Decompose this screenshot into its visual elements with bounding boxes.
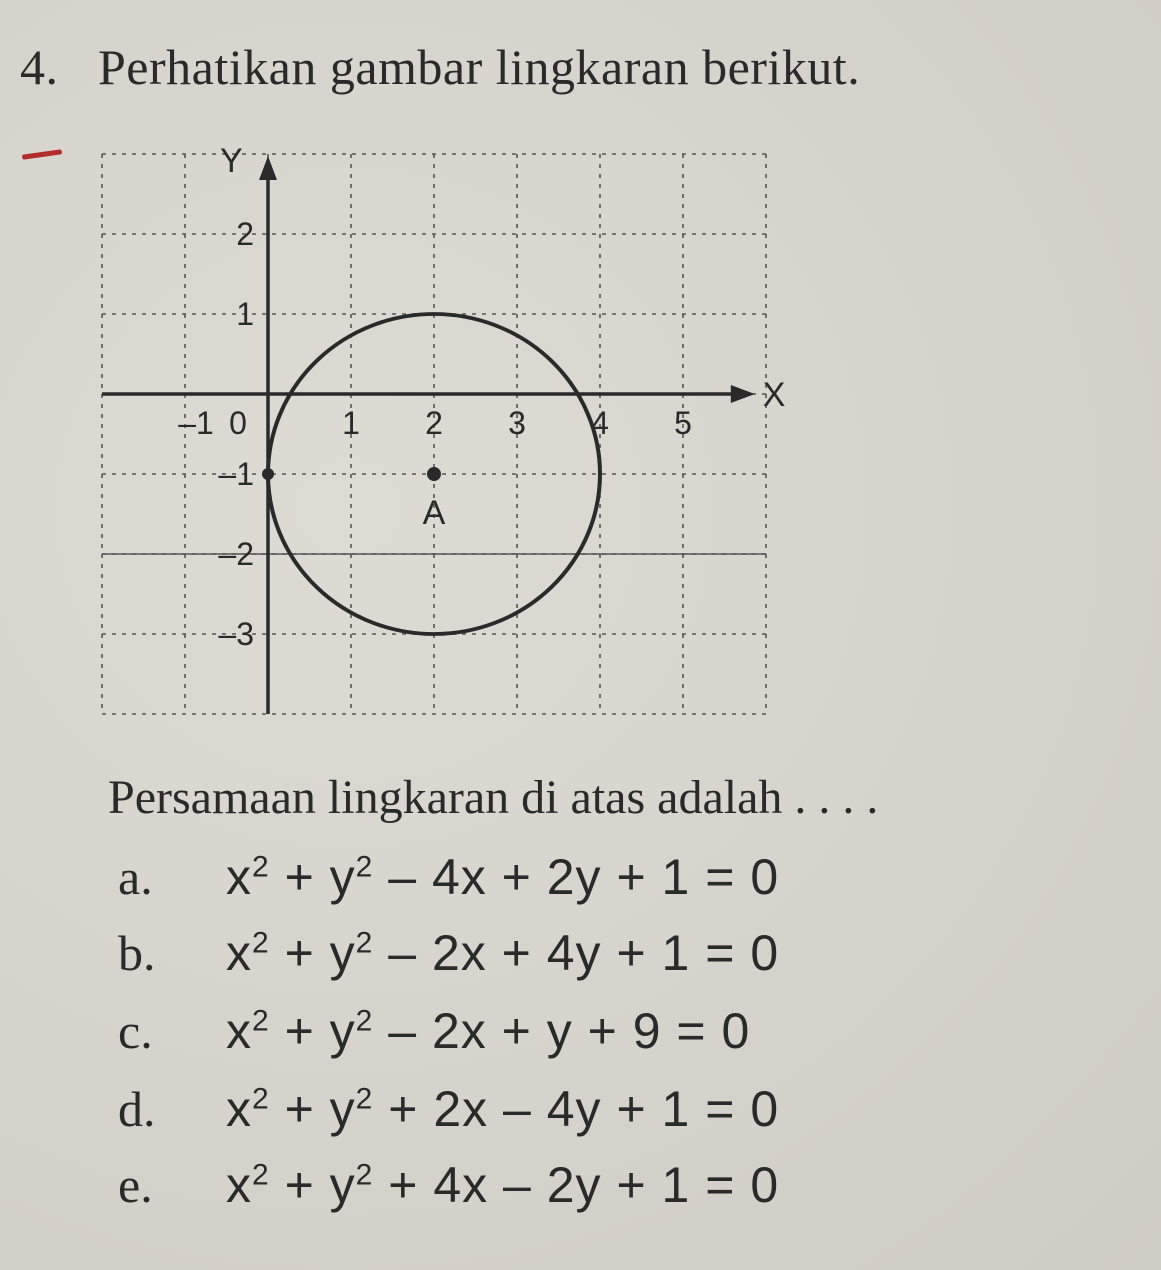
y-axis-arrow: [259, 156, 277, 180]
y-tick-label: –3: [218, 616, 254, 652]
option-d[interactable]: [118, 1080, 779, 1150]
y-tick-label: –2: [218, 536, 254, 572]
option-c[interactable]: [118, 1002, 750, 1072]
point-label-a: A: [422, 494, 446, 532]
x-tick-label: 1: [342, 405, 360, 441]
option-equation: $x^2 + y^2 + 2x - 4y + 1 = 0$: [226, 1081, 780, 1137]
x-tick-label: 0: [229, 405, 247, 441]
x-axis-arrow: [731, 385, 755, 403]
option-letter: e.: [118, 1157, 153, 1213]
option-equation: $x^2 + y^2 - 2x + 4y + 1 = 0$: [226, 925, 780, 981]
option-letter: b.: [118, 925, 156, 981]
y-tick-label: –1: [218, 456, 254, 492]
option-a[interactable]: [118, 848, 779, 918]
x-axis-label: X: [762, 376, 786, 414]
option-e[interactable]: [118, 1156, 779, 1226]
x-tick-label: 5: [674, 405, 692, 441]
x-tick-label: 2: [425, 405, 443, 441]
x-tick-label: 4: [591, 405, 609, 441]
y-tick-label: 2: [236, 216, 254, 252]
question-text: Perhatikan gambar lingkaran berikut.: [98, 39, 861, 95]
option-letter: a.: [118, 849, 153, 905]
option-b[interactable]: [118, 924, 779, 994]
option-equation: $x^2 + y^2 - 2x + y + 9 = 0$: [226, 1003, 751, 1059]
option-letter: c.: [118, 1003, 153, 1059]
x-tick-label: 3: [508, 405, 526, 441]
y-tick-label: 1: [236, 296, 254, 332]
center-point-a: [427, 467, 441, 481]
option-equation: $x^2 + y^2 + 4x - 2y + 1 = 0$: [226, 1157, 780, 1213]
y-axis-label: Y: [220, 142, 243, 180]
tick-labels: [178, 216, 692, 652]
option-letter: d.: [118, 1081, 156, 1137]
option-equation: $x^2 + y^2 - 4x + 2y + 1 = 0$: [226, 849, 780, 905]
x-tick-label: –1: [178, 405, 214, 441]
question-prompt: Persamaan lingkaran di atas adalah . . . .: [108, 771, 879, 824]
question-number: 4.: [20, 39, 59, 95]
tangent-point: [262, 468, 274, 480]
